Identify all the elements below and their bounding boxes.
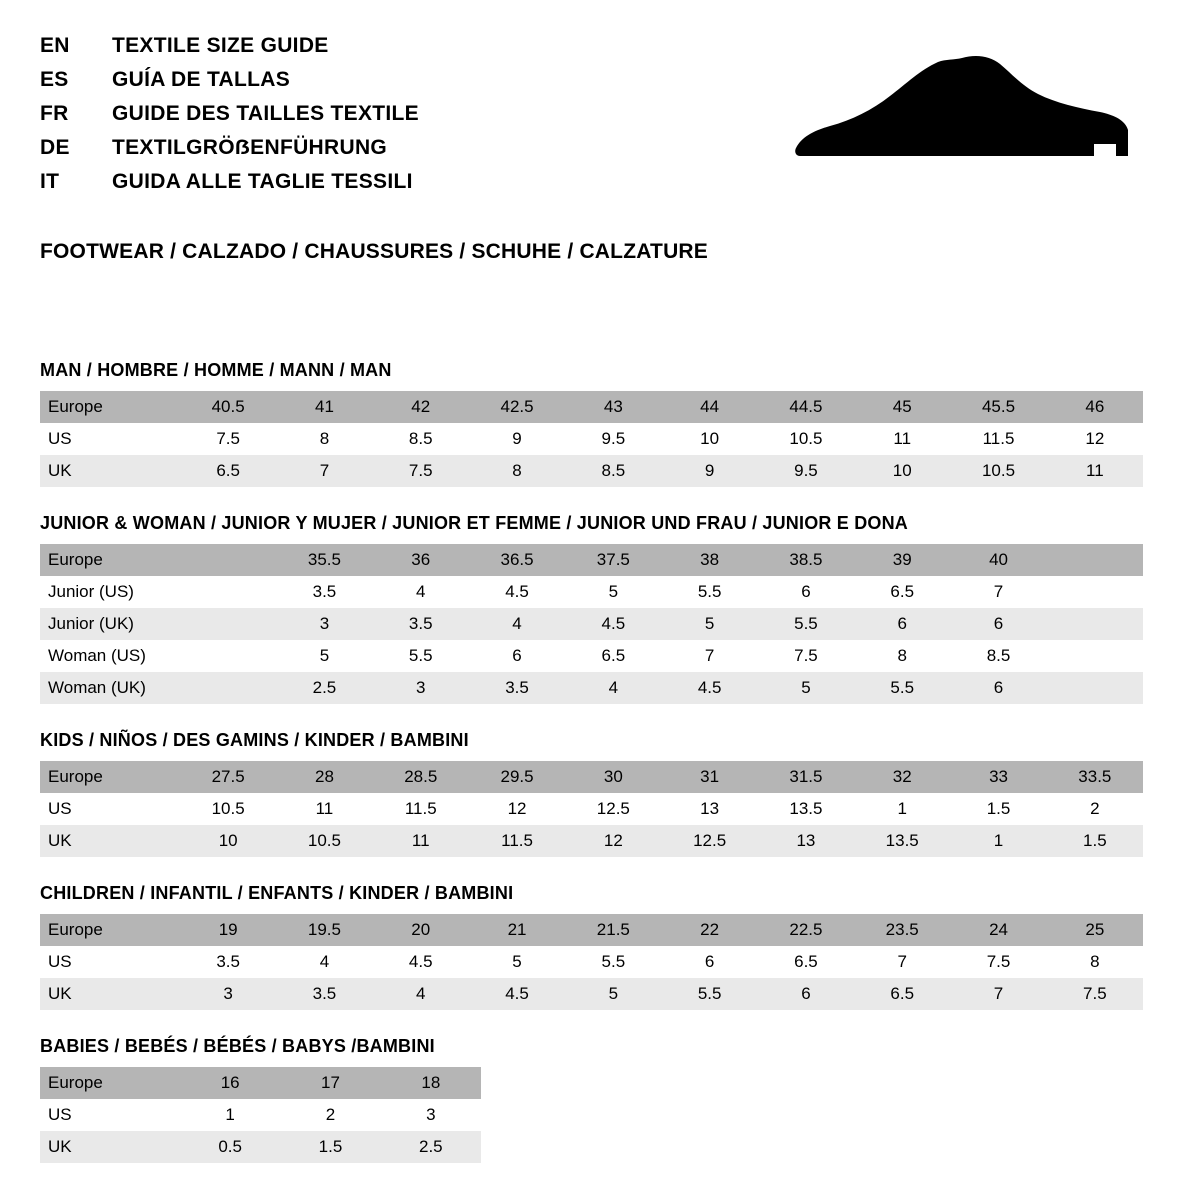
cell: 37.5 — [565, 544, 661, 576]
cell: 11.5 — [469, 825, 565, 857]
cell: 35.5 — [276, 544, 372, 576]
row-label: Woman (UK) — [40, 672, 180, 704]
cell: 9.5 — [758, 455, 854, 487]
cell: 7 — [276, 455, 372, 487]
table-row — [40, 640, 1143, 672]
cell: 5.5 — [758, 608, 854, 640]
cell: 4.5 — [469, 576, 565, 608]
cell: 17 — [280, 1067, 380, 1099]
row-label: UK — [40, 1131, 180, 1163]
language-row — [40, 136, 419, 170]
table-row — [40, 1131, 481, 1163]
cell: 4.5 — [565, 608, 661, 640]
language-row — [40, 34, 419, 68]
cell: 3.5 — [180, 946, 276, 978]
cell: 8 — [276, 423, 372, 455]
section-man — [40, 360, 1160, 487]
cell: 2 — [1047, 793, 1143, 825]
cell: 6.5 — [854, 576, 950, 608]
cell: 36 — [373, 544, 469, 576]
cell: 6 — [950, 608, 1046, 640]
section-title: KIDS / NIÑOS / DES GAMINS / KINDER / BAMBINI — [40, 730, 469, 750]
section-title: CHILDREN / INFANTIL / ENFANTS / KINDER / BAMBINI — [40, 883, 514, 903]
cell — [1047, 544, 1143, 576]
cell: 4 — [373, 978, 469, 1010]
table-row — [40, 761, 1143, 793]
cell: 8 — [1047, 946, 1143, 978]
cell: 10.5 — [276, 825, 372, 857]
cell: 40.5 — [180, 391, 276, 423]
cell: 12.5 — [565, 793, 661, 825]
cell: 44 — [661, 391, 757, 423]
table-row — [40, 978, 1143, 1010]
cell: 42.5 — [469, 391, 565, 423]
cell: 41 — [276, 391, 372, 423]
cell: 3.5 — [373, 608, 469, 640]
language-title: TEXTILGRÖẞENFÜHRUNG — [112, 136, 388, 159]
cell: 19 — [180, 914, 276, 946]
cell: 29.5 — [469, 761, 565, 793]
cell: 2.5 — [381, 1131, 481, 1163]
cell: 10.5 — [950, 455, 1046, 487]
cell — [1047, 576, 1143, 608]
cell: 31.5 — [758, 761, 854, 793]
section-title: JUNIOR & WOMAN / JUNIOR Y MUJER / JUNIOR ET FEMME / JUNIOR UND FRAU / JUNIOR E DONA — [40, 513, 909, 533]
table-row — [40, 608, 1143, 640]
language-code: DE — [40, 136, 70, 159]
cell: 3 — [381, 1099, 481, 1131]
cell: 38 — [661, 544, 757, 576]
cell: 8.5 — [373, 423, 469, 455]
cell: 4 — [373, 576, 469, 608]
cell: 6.5 — [854, 978, 950, 1010]
cell: 8.5 — [565, 455, 661, 487]
table-row — [40, 825, 1143, 857]
cell: 12 — [565, 825, 661, 857]
cell: 6.5 — [180, 455, 276, 487]
cell: 5 — [661, 608, 757, 640]
cell — [180, 608, 276, 640]
row-label: Junior (US) — [40, 576, 180, 608]
cell: 21 — [469, 914, 565, 946]
row-label: US — [40, 423, 180, 455]
cell: 5 — [565, 978, 661, 1010]
cell: 4 — [469, 608, 565, 640]
section-title: MAN / HOMBRE / HOMME / MANN / MAN — [40, 360, 392, 380]
cell: 39 — [854, 544, 950, 576]
row-label: US — [40, 946, 180, 978]
cell: 0.5 — [180, 1131, 280, 1163]
cell: 11 — [854, 423, 950, 455]
language-row — [40, 102, 419, 136]
cell: 11.5 — [373, 793, 469, 825]
cell: 7 — [950, 978, 1046, 1010]
cell: 42 — [373, 391, 469, 423]
cell: 43 — [565, 391, 661, 423]
cell: 18 — [381, 1067, 481, 1099]
cell: 11.5 — [950, 423, 1046, 455]
cell: 46 — [1047, 391, 1143, 423]
cell: 6 — [469, 640, 565, 672]
cell: 10 — [661, 423, 757, 455]
cell: 12 — [469, 793, 565, 825]
cell: 2.5 — [276, 672, 372, 704]
table-row — [40, 544, 1143, 576]
cell: 5.5 — [565, 946, 661, 978]
cell: 9.5 — [565, 423, 661, 455]
row-label: UK — [40, 455, 180, 487]
cell: 6.5 — [758, 946, 854, 978]
cell: 6.5 — [565, 640, 661, 672]
cell: 1 — [854, 793, 950, 825]
cell: 5.5 — [661, 978, 757, 1010]
cell: 1.5 — [1047, 825, 1143, 857]
table-row — [40, 793, 1143, 825]
language-row — [40, 170, 419, 204]
language-title: GUIDA ALLE TAGLIE TESSILI — [112, 170, 413, 193]
cell: 28.5 — [373, 761, 469, 793]
table-row — [40, 455, 1143, 487]
row-label: Europe — [40, 914, 180, 946]
cell: 9 — [469, 423, 565, 455]
section-title: BABIES / BEBÉS / BÉBÉS / BABYS /BAMBINI — [40, 1036, 435, 1056]
row-label: Woman (US) — [40, 640, 180, 672]
cell: 3 — [180, 978, 276, 1010]
cell: 5 — [276, 640, 372, 672]
cell — [180, 672, 276, 704]
cell: 30 — [565, 761, 661, 793]
cell: 6 — [758, 978, 854, 1010]
language-code: FR — [40, 102, 69, 125]
cell: 6 — [661, 946, 757, 978]
section-babies — [40, 1036, 1160, 1163]
table-row — [40, 946, 1143, 978]
table-row — [40, 576, 1143, 608]
cell: 7 — [950, 576, 1046, 608]
cell: 33.5 — [1047, 761, 1143, 793]
cell: 6 — [854, 608, 950, 640]
row-label: Junior (UK) — [40, 608, 180, 640]
cell — [180, 576, 276, 608]
cell: 2 — [280, 1099, 380, 1131]
language-title: TEXTILE SIZE GUIDE — [112, 34, 329, 57]
cell: 24 — [950, 914, 1046, 946]
cell — [180, 544, 276, 576]
cell: 6 — [758, 576, 854, 608]
section-junior-woman — [40, 513, 1160, 704]
cell: 3 — [373, 672, 469, 704]
cell — [180, 640, 276, 672]
cell: 8.5 — [950, 640, 1046, 672]
cell: 1 — [950, 825, 1046, 857]
cell: 4.5 — [661, 672, 757, 704]
cell: 3.5 — [276, 978, 372, 1010]
cell: 12.5 — [661, 825, 757, 857]
language-title: GUÍA DE TALLAS — [112, 68, 291, 91]
language-title: GUIDE DES TAILLES TEXTILE — [112, 102, 419, 125]
cell: 10 — [854, 455, 950, 487]
cell: 9 — [661, 455, 757, 487]
cell: 5.5 — [661, 576, 757, 608]
table-row — [40, 423, 1143, 455]
cell: 4.5 — [373, 946, 469, 978]
cell: 13 — [661, 793, 757, 825]
cell: 45.5 — [950, 391, 1046, 423]
cell: 28 — [276, 761, 372, 793]
cell: 5 — [758, 672, 854, 704]
language-row — [40, 68, 419, 102]
cell: 7.5 — [1047, 978, 1143, 1010]
cell — [1047, 672, 1143, 704]
cell: 7 — [661, 640, 757, 672]
cell: 8 — [854, 640, 950, 672]
row-label: Europe — [40, 544, 180, 576]
cell: 7.5 — [758, 640, 854, 672]
cell: 7.5 — [373, 455, 469, 487]
cell: 32 — [854, 761, 950, 793]
row-label: UK — [40, 978, 180, 1010]
size-table-children — [40, 914, 1143, 1010]
language-code: ES — [40, 68, 69, 91]
cell: 1 — [180, 1099, 280, 1131]
cell: 7.5 — [180, 423, 276, 455]
footwear-heading: FOOTWEAR / CALZADO / CHAUSSURES / SCHUHE / CALZATURE — [40, 240, 709, 263]
cell: 16 — [180, 1067, 280, 1099]
cell: 4 — [565, 672, 661, 704]
cell: 20 — [373, 914, 469, 946]
cell: 11 — [373, 825, 469, 857]
cell: 11 — [276, 793, 372, 825]
cell: 3.5 — [469, 672, 565, 704]
table-row — [40, 914, 1143, 946]
cell: 8 — [469, 455, 565, 487]
language-code: EN — [40, 34, 70, 57]
cell: 21.5 — [565, 914, 661, 946]
cell: 33 — [950, 761, 1046, 793]
cell: 13.5 — [758, 793, 854, 825]
cell: 5 — [469, 946, 565, 978]
cell: 22 — [661, 914, 757, 946]
dress-shoe-icon — [794, 52, 1134, 187]
size-table-man — [40, 391, 1143, 487]
cell: 38.5 — [758, 544, 854, 576]
cell: 7.5 — [950, 946, 1046, 978]
table-row — [40, 1099, 481, 1131]
cell: 13 — [758, 825, 854, 857]
cell: 7 — [854, 946, 950, 978]
section-children — [40, 883, 1160, 1010]
cell: 44.5 — [758, 391, 854, 423]
cell: 45 — [854, 391, 950, 423]
cell — [1047, 640, 1143, 672]
cell: 3.5 — [276, 576, 372, 608]
cell: 4.5 — [469, 978, 565, 1010]
cell: 10 — [180, 825, 276, 857]
row-label: Europe — [40, 761, 180, 793]
section-kids — [40, 730, 1160, 857]
size-table-kids — [40, 761, 1143, 857]
row-label: US — [40, 1099, 180, 1131]
cell: 31 — [661, 761, 757, 793]
cell: 12 — [1047, 423, 1143, 455]
cell: 13.5 — [854, 825, 950, 857]
cell: 27.5 — [180, 761, 276, 793]
cell: 23.5 — [854, 914, 950, 946]
row-label: Europe — [40, 391, 180, 423]
cell: 22.5 — [758, 914, 854, 946]
row-label: UK — [40, 825, 180, 857]
row-label: Europe — [40, 1067, 180, 1099]
cell: 11 — [1047, 455, 1143, 487]
table-row — [40, 391, 1143, 423]
cell: 36.5 — [469, 544, 565, 576]
cell: 1.5 — [280, 1131, 380, 1163]
cell: 10.5 — [180, 793, 276, 825]
language-title-list — [40, 34, 419, 204]
cell: 40 — [950, 544, 1046, 576]
table-row — [40, 672, 1143, 704]
cell: 4 — [276, 946, 372, 978]
size-table-junior-woman — [40, 544, 1143, 704]
cell: 25 — [1047, 914, 1143, 946]
cell — [1047, 608, 1143, 640]
cell: 5 — [565, 576, 661, 608]
header — [40, 34, 1160, 204]
cell: 19.5 — [276, 914, 372, 946]
table-row — [40, 1067, 481, 1099]
cell: 1.5 — [950, 793, 1046, 825]
cell: 10.5 — [758, 423, 854, 455]
cell: 6 — [950, 672, 1046, 704]
language-code: IT — [40, 170, 60, 193]
cell: 5.5 — [854, 672, 950, 704]
size-table-babies — [40, 1067, 481, 1163]
cell: 5.5 — [373, 640, 469, 672]
row-label: US — [40, 793, 180, 825]
cell: 3 — [276, 608, 372, 640]
